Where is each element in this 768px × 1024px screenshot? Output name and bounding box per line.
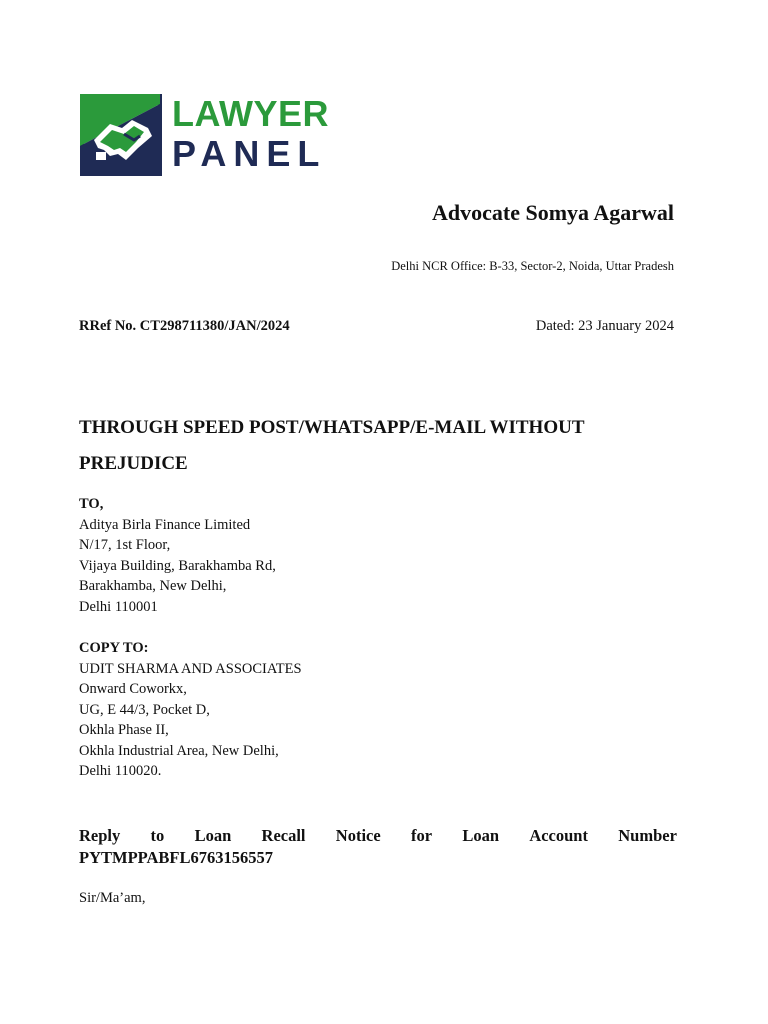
office-address: Delhi NCR Office: B-33, Sector-2, Noida, Uttar Pradesh <box>391 259 674 273</box>
subject-word: Notice <box>335 826 381 845</box>
address-line: Delhi 110001 <box>79 598 158 615</box>
subject-word: Loan <box>194 826 232 845</box>
lawyer-panel-logo <box>80 93 330 178</box>
subject-word: to <box>150 826 165 845</box>
address-line: UDIT SHARMA AND ASSOCIATES <box>79 660 302 677</box>
logo-line-panel: PANEL <box>172 133 327 174</box>
subject-line <box>79 825 677 869</box>
copy-to-label: COPY TO: <box>79 640 149 656</box>
subject-word: Recall <box>261 826 306 845</box>
address-line: Vijaya Building, Barakhamba Rd, <box>79 557 276 574</box>
logo-line-lawyer: LAWYER <box>172 93 330 134</box>
subject-word: Loan <box>462 826 500 845</box>
to-label: TO, <box>79 496 104 512</box>
address-line: Barakhamba, New Delhi, <box>79 578 227 594</box>
delivery-heading: THROUGH SPEED POST/WHATSAPP/E-MAIL WITHOUT PREJUDICE <box>79 417 585 474</box>
subject-line-1 <box>79 825 677 847</box>
address-line: Delhi 110020. <box>79 763 162 779</box>
address-line: N/17, 1st Floor, <box>79 537 171 553</box>
subject-word: Account <box>529 826 588 845</box>
address-line: Onward Coworkx, <box>79 681 187 697</box>
copy-to-address-block <box>79 638 302 782</box>
address-line: UG, E 44/3, Pocket D, <box>79 701 210 718</box>
advocate-name: Advocate Somya Agarwal <box>432 200 674 225</box>
subject-word: Reply <box>79 826 121 845</box>
address-line: Okhla Phase II, <box>79 722 169 738</box>
reference-number: RRef No. CT298711380/JAN/2024 <box>79 318 290 334</box>
date-line: Dated: 23 January 2024 <box>535 318 674 334</box>
address-line: Okhla Industrial Area, New Delhi, <box>79 742 279 759</box>
loan-account-number: PYTMPPABFL6763156557 <box>79 848 274 867</box>
salutation: Sir/Ma’am, <box>79 890 146 906</box>
logo-wordmark <box>172 93 330 174</box>
recipient-address-block <box>79 494 276 617</box>
subject-word: Number <box>618 826 677 845</box>
address-line: Aditya Birla Finance Limited <box>79 516 251 533</box>
subject-word: for <box>410 826 433 845</box>
handshake-icon <box>80 94 162 176</box>
